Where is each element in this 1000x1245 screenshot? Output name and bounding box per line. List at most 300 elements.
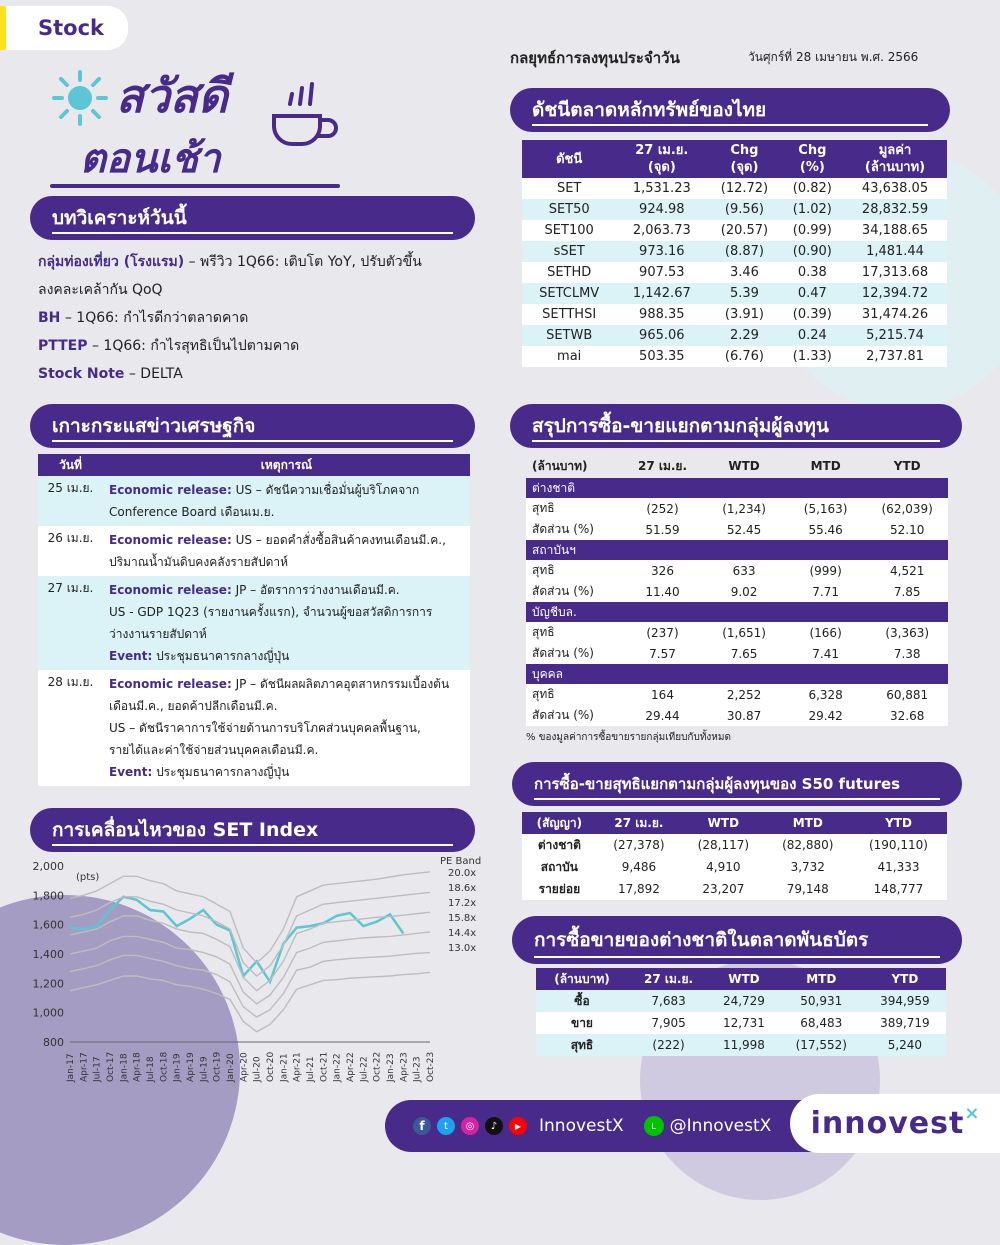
news-line xyxy=(109,761,464,783)
news-line-label: Economic release: xyxy=(109,677,232,691)
bond_section-row xyxy=(536,1012,946,1034)
bond_section-col-header: YTD xyxy=(864,968,946,990)
x-tick-label: Oct-22 xyxy=(372,1051,383,1082)
brand-logo-x-icon: × xyxy=(964,1103,980,1124)
flow-cell: (1,234) xyxy=(722,501,766,516)
s50_section-cell: รายย่อย xyxy=(538,881,581,896)
index-cell: (0.39) xyxy=(782,304,843,325)
index-row xyxy=(522,241,947,262)
coffee-cup-icon xyxy=(270,80,350,150)
index-cell: mai xyxy=(522,346,616,367)
index-row xyxy=(522,325,947,346)
news-line-text: US - GDP 1Q23 (รายงานครั้งแรก), จำนวนผู้ขอสวัสดิการการ xyxy=(109,605,433,619)
index-cell: 907.53 xyxy=(616,262,707,283)
flow-cell: (3,363) xyxy=(885,625,930,640)
line-icon[interactable]: L xyxy=(644,1116,664,1136)
index-cell: SET xyxy=(522,178,616,199)
x-tick-label: Oct-17 xyxy=(106,1051,116,1082)
news-event xyxy=(103,576,470,670)
flow-row xyxy=(526,705,948,726)
s50_section-col-header: WTD xyxy=(681,812,765,834)
index-cell: SET100 xyxy=(522,220,616,241)
y-tick-label: 1,200 xyxy=(32,977,64,991)
s50_section-cell: (82,880) xyxy=(782,838,834,852)
index-cell: 503.35 xyxy=(616,346,707,367)
x-tick-label: Jul-18 xyxy=(146,1056,156,1082)
x-tick-label: Apr-20 xyxy=(239,1052,250,1082)
news-event xyxy=(103,670,470,786)
y-tick-label: 1,800 xyxy=(32,889,64,903)
x-tick-label: Oct-19 xyxy=(212,1051,223,1082)
s50_section-row xyxy=(522,878,947,900)
index-cell: (20.57) xyxy=(707,220,781,241)
index-row xyxy=(522,304,947,325)
twitter-icon[interactable]: t xyxy=(437,1117,455,1135)
flow-group-header: ต่างชาติ xyxy=(526,478,948,498)
greeting-underline xyxy=(50,184,340,188)
stock-tag xyxy=(0,6,128,50)
s50_section-row xyxy=(522,834,947,856)
analysis-item: PTTEP – 1Q66: กำไรสุทธิเป็นไปตามคาด xyxy=(38,338,300,354)
index-row xyxy=(522,283,947,304)
news-line-text: US – ดัชนีความเชื่อมั่นผู้บริโภคจาก xyxy=(231,483,420,497)
index-cell: 34,188.65 xyxy=(843,220,947,241)
x-tick-label: Apr-17 xyxy=(79,1052,90,1082)
news-line xyxy=(109,479,464,501)
index-col-header: Chg (จุด) xyxy=(707,140,781,178)
flow-cell: สัดส่วน (%) xyxy=(532,522,594,536)
index-cell: 1,531.23 xyxy=(616,178,707,199)
flow-cell: สุทธิ xyxy=(532,563,555,577)
flow-cell: 51.59 xyxy=(645,522,680,537)
bond_section-cell: 5,240 xyxy=(887,1038,923,1052)
flow-cell: 29.42 xyxy=(808,708,843,723)
index-table-wrap xyxy=(522,140,947,367)
flow-col-header: YTD xyxy=(893,459,921,473)
index-cell: 924.98 xyxy=(616,199,707,220)
flow-cell: 633 xyxy=(732,563,756,578)
legend-label: 17.2x xyxy=(448,898,477,909)
y-tick-label: 2,000 xyxy=(32,860,64,873)
x-tick-label: Jan-20 xyxy=(226,1053,236,1082)
bond_section-cell: (222) xyxy=(652,1038,685,1052)
flow-cell: 11.40 xyxy=(645,584,680,599)
news-line-label: Economic release: xyxy=(109,533,232,547)
s50_section-cell: 17,892 xyxy=(617,882,660,896)
news-line-text: ประชุมธนาคารกลางญี่ปุ่น xyxy=(152,765,290,779)
flow-table xyxy=(526,454,948,745)
x-tick-label: Apr-19 xyxy=(186,1052,196,1082)
news-line-text: US – ยอดคำสั่งซื้อสินค้าคงทนเดือนมี.ค., xyxy=(231,533,446,547)
analysis-list xyxy=(38,248,488,388)
flow-cell: 55.46 xyxy=(808,522,843,537)
x-tick-label: Jul-23 xyxy=(412,1056,423,1082)
index-row xyxy=(522,346,947,367)
flow-cell: 4,521 xyxy=(890,563,925,578)
legend-label: 15.8x xyxy=(448,913,477,924)
analysis-item: ลงคละเคล้ากัน QoQ xyxy=(38,282,163,298)
x-tick-label: Jul-22 xyxy=(359,1056,370,1082)
x-tick-label: Jan-23 xyxy=(386,1053,396,1082)
index-cell: SETTHSI xyxy=(522,304,616,325)
index-row xyxy=(522,220,947,241)
flow-cell: (166) xyxy=(809,625,842,640)
legend-label: 14.4x xyxy=(448,928,477,939)
brand-logo-box xyxy=(790,1094,1000,1153)
bond_section-row xyxy=(536,1034,946,1056)
bond_section-cell: 389,719 xyxy=(880,1016,930,1030)
news-line xyxy=(109,645,464,667)
bond_section-cell: 11,998 xyxy=(722,1038,765,1052)
s50_section-row xyxy=(522,856,947,878)
x-tick-label: Jan-17 xyxy=(66,1053,76,1082)
news-line xyxy=(109,529,464,551)
news-line-text: Conference Board เดือนเม.ย. xyxy=(109,505,275,519)
instagram-icon[interactable]: ◎ xyxy=(461,1117,479,1135)
news-line-label: Economic release: xyxy=(109,583,232,597)
news-line xyxy=(109,717,464,739)
bond_section-col-header: MTD xyxy=(779,968,864,990)
s50_section-cell: 79,148 xyxy=(786,882,829,896)
news-header: เกาะกระแสข่าวเศรษฐกิจ xyxy=(30,404,475,448)
x-tick-label: Jan-18 xyxy=(119,1053,130,1082)
flow-cell: สุทธิ xyxy=(532,625,555,639)
flow-group-header: บุคคล xyxy=(526,664,948,684)
index-cell: 5.39 xyxy=(707,283,781,304)
greeting-line1: สวัสดี xyxy=(116,69,228,123)
y-tick-label: 1,600 xyxy=(32,918,64,932)
index-cell: 28,832.59 xyxy=(843,199,947,220)
stock-tag-label: Stock xyxy=(38,16,105,40)
index-cell: 0.24 xyxy=(782,325,843,346)
index-row xyxy=(522,262,947,283)
bond_section-cell: 7,905 xyxy=(651,1016,686,1030)
index-cell: 31,474.26 xyxy=(843,304,947,325)
s50_section-cell: (27,378) xyxy=(613,838,665,852)
analysis-item: กลุ่มท่องเที่ยว (โรงแรม) – พรีวิว 1Q66: เติบโต YoY, ปรับตัวขึ้น xyxy=(38,254,422,270)
bond-table xyxy=(536,968,946,1056)
s50_section-cell: 4,910 xyxy=(706,860,741,874)
news-line xyxy=(109,695,464,717)
index-row xyxy=(522,199,947,220)
y-tick-label: 1,400 xyxy=(32,948,64,961)
s50_section-col-header: MTD xyxy=(766,812,850,834)
flow-cell: 164 xyxy=(651,687,674,702)
news-line xyxy=(109,623,464,645)
flow-cell: สัดส่วน (%) xyxy=(532,708,594,722)
flow-cell: 52.45 xyxy=(726,522,762,537)
news-line-label: Event: xyxy=(109,765,153,779)
x-tick-label: Oct-21 xyxy=(319,1051,330,1082)
news-line xyxy=(109,739,464,761)
index-cell: (8.87) xyxy=(707,241,781,262)
s50_section-cell: (190,110) xyxy=(868,838,928,852)
flow-cell: สัดส่วน (%) xyxy=(532,584,594,598)
x-tick-label: Jul-21 xyxy=(306,1056,316,1082)
bond_section-col-header: (ล้านบาท) xyxy=(536,968,628,990)
x-tick-label: Jul-19 xyxy=(199,1056,210,1082)
index-cell: (9.56) xyxy=(707,199,781,220)
flow-row xyxy=(526,684,948,705)
x-tick-label: Oct-20 xyxy=(266,1051,276,1082)
x-tick-label: Apr-21 xyxy=(292,1052,303,1082)
index-cell: SET50 xyxy=(522,199,616,220)
greeting-line2: ตอนเช้า xyxy=(80,136,221,182)
bond_section-col-header: 27 เม.ย. xyxy=(628,968,709,990)
flow-footnote: % ของมูลค่าการซื้อขายรายกลุ่มเทียบกับทั้งหมด xyxy=(526,732,731,743)
flow-col-header: 27 เม.ย. xyxy=(637,458,688,473)
index-cell: 43,638.05 xyxy=(843,178,947,199)
index-cell: 965.06 xyxy=(616,325,707,346)
flow-cell: 7.85 xyxy=(893,584,921,599)
footer-bar xyxy=(385,1100,825,1152)
news-line-text: ว่างงานรายสัปดาห์ xyxy=(109,627,207,641)
index-cell: 0.47 xyxy=(782,283,843,304)
flow-row xyxy=(526,560,948,581)
s50_section-cell: 148,777 xyxy=(873,882,924,896)
news-table-wrap xyxy=(38,454,470,786)
date-text: วันศุกร์ที่ 28 เมษายน พ.ศ. 2566 xyxy=(748,50,919,64)
s50_section-cell: 3,732 xyxy=(790,860,825,874)
index-cell: sSET xyxy=(522,241,616,262)
index-header: ดัชนีตลาดหลักทรัพย์ของไทย xyxy=(510,88,950,132)
flow-cell: 7.38 xyxy=(893,646,921,661)
news-row xyxy=(38,476,470,526)
strategy-title: กลยุทธ์การลงทุนประจำวัน xyxy=(510,49,680,67)
s50-table-wrap xyxy=(522,812,947,900)
bond_section-cell: สุทธิ xyxy=(570,1037,594,1052)
index-col-header: 27 เม.ย. (จุด) xyxy=(616,140,707,178)
flow-cell: 2,252 xyxy=(726,687,762,702)
chart-header: การเคลื่อนไหวของ SET Index xyxy=(30,808,475,852)
index-cell: (0.99) xyxy=(782,220,843,241)
index-row xyxy=(522,178,947,199)
news-line xyxy=(109,579,464,601)
set-index-chart xyxy=(20,856,500,1088)
bond_section-cell: ซื้อ xyxy=(574,993,590,1008)
news-col-event: เหตุการณ์ xyxy=(103,454,470,476)
index-col-header: มูลค่า (ล้านบาท) xyxy=(843,140,947,178)
news-table xyxy=(38,454,470,786)
sun-icon xyxy=(50,68,110,128)
bond_section-cell: 24,729 xyxy=(722,994,765,1008)
flow-cell: สุทธิ xyxy=(532,501,555,515)
flow-cell: 60,881 xyxy=(886,687,929,702)
brand-logo: innovest xyxy=(810,1106,965,1141)
index-table xyxy=(522,140,947,367)
news-line-text: JP – ดัชนีผลผลิตภาคอุตสาหกรรมเบื้องต้น xyxy=(231,677,450,691)
bond_section-cell: ขาย xyxy=(570,1015,593,1030)
x-tick-label: Oct-23 xyxy=(426,1051,436,1082)
news-event xyxy=(103,526,470,576)
news-line-text: เดือนมี.ค., ยอดค้าปลีกเดือนมี.ค. xyxy=(109,699,278,713)
flow-cell: สุทธิ xyxy=(532,687,555,701)
news-date: 26 เม.ย. xyxy=(38,526,103,576)
news-event xyxy=(103,476,470,526)
s50-header: การซื้อ-ขายสุทธิแยกตามกลุ่มผู้ลงทุนของ S50 futures xyxy=(512,762,962,806)
analysis-item: Stock Note – DELTA xyxy=(38,366,183,382)
index-cell: SETHD xyxy=(522,262,616,283)
news-line-text: รายได้และค่าใช้จ่ายส่วนบุคคลเดือนมี.ค. xyxy=(109,743,319,757)
news-line xyxy=(109,501,464,523)
news-line-text: JP – อัตราการว่างงานเดือนมี.ค. xyxy=(231,583,400,597)
index-col-header: ดัชนี xyxy=(522,140,616,178)
flow-cell: (252) xyxy=(646,501,679,516)
bond_section-cell: 50,931 xyxy=(800,994,843,1008)
flow-cell: 32.68 xyxy=(890,708,925,723)
bond-header: การซื้อขายของต่างชาติในตลาดพันธบัตร xyxy=(512,916,962,964)
index-cell: 1,481.44 xyxy=(843,241,947,262)
y-tick-label: 800 xyxy=(43,1036,64,1049)
news-date: 25 เม.ย. xyxy=(38,476,103,526)
flow-cell: (5,163) xyxy=(803,501,848,516)
facebook-icon[interactable]: f xyxy=(413,1117,431,1135)
x-tick-label: Jan-22 xyxy=(332,1053,343,1082)
s50_section-cell: 23,207 xyxy=(702,882,745,896)
news-line xyxy=(109,551,464,573)
index-cell: (0.82) xyxy=(782,178,843,199)
s50_section-cell: ต่างชาติ xyxy=(537,837,581,852)
s50_section-cell: สถาบัน xyxy=(540,859,578,874)
analysis-header: บทวิเคราะห์วันนี้ xyxy=(30,196,475,240)
news-line-text: ปริมาณน้ำมันดิบคงคลังรายสัปดาห์ xyxy=(109,555,289,569)
s50_section-col-header: (สัญญา) xyxy=(522,812,597,834)
index-cell: 988.35 xyxy=(616,304,707,325)
flow-cell: 52.10 xyxy=(890,522,925,537)
news-row xyxy=(38,526,470,576)
s50_section-cell: 9,486 xyxy=(621,860,657,874)
index-cell: 5,215.74 xyxy=(843,325,947,346)
legend-label: 20.0x xyxy=(448,868,477,879)
bond_section-cell: 12,731 xyxy=(722,1016,765,1030)
flow-row xyxy=(526,498,948,519)
news-date: 28 เม.ย. xyxy=(38,670,103,786)
index-cell: 3.46 xyxy=(707,262,781,283)
bond_section-cell: 68,483 xyxy=(800,1016,843,1030)
news-line-text: US – ดัชนีราคาการใช้จ่ายด้านการบริโภคส่วนบุคคลพื้นฐาน, xyxy=(109,721,421,735)
index-cell: 0.38 xyxy=(782,262,843,283)
bond_section-col-header: WTD xyxy=(709,968,779,990)
flow-head-row xyxy=(526,454,948,478)
flow-row xyxy=(526,622,948,643)
legend-title: PE Band xyxy=(440,856,482,867)
index-cell: SETWB xyxy=(522,325,616,346)
news-date: 27 เม.ย. xyxy=(38,576,103,670)
news-col-date: วันที่ xyxy=(38,454,103,476)
flow-col-header: (ล้านบาท) xyxy=(532,458,588,473)
x-tick-label: Jan-21 xyxy=(279,1053,290,1082)
news-line-label: Economic release: xyxy=(109,483,232,497)
flow-group-header: สถาบันฯ xyxy=(526,540,948,560)
s50_section-cell: 41,333 xyxy=(877,860,920,874)
x-tick-label: Apr-22 xyxy=(346,1052,356,1082)
flow-row xyxy=(526,581,948,602)
flow-cell: 7.41 xyxy=(812,646,839,661)
flow-row xyxy=(526,519,948,540)
bond_section-row xyxy=(536,990,946,1012)
index-cell: (0.90) xyxy=(782,241,843,262)
index-cell: 2,737.81 xyxy=(843,346,947,367)
x-tick-label: Oct-18 xyxy=(159,1051,170,1082)
index-cell: 973.16 xyxy=(616,241,707,262)
index-cell: (12.72) xyxy=(707,178,781,199)
analysis-item: BH – 1Q66: กำไรดีกว่าตลาดคาด xyxy=(38,310,249,326)
flow-cell: 9.02 xyxy=(730,584,758,599)
flow-cell: 30.87 xyxy=(726,708,762,723)
index-cell: 2,063.73 xyxy=(616,220,707,241)
flow-cell: (62,039) xyxy=(881,501,933,516)
index-cell: 17,313.68 xyxy=(843,262,947,283)
s50_section-cell: (28,117) xyxy=(697,838,750,852)
index-cell: (1.02) xyxy=(782,199,843,220)
bond_section-cell: (17,552) xyxy=(795,1038,847,1052)
pe-band-line xyxy=(70,972,430,1031)
index-cell: (1.33) xyxy=(782,346,843,367)
bond_section-cell: 394,959 xyxy=(880,994,930,1008)
flow-cell: สัดส่วน (%) xyxy=(532,646,594,660)
flow-cell: 7.65 xyxy=(730,646,758,661)
x-tick-label: Jul-20 xyxy=(252,1056,263,1082)
flow-header: สรุปการซื้อ-ขายแยกตามกลุ่มผู้ลงทุน xyxy=(510,404,962,448)
flow-cell: (1,651) xyxy=(722,625,766,640)
bond_section-cell: 7,683 xyxy=(651,994,686,1008)
news-row xyxy=(38,670,470,786)
footer-handle-2[interactable]: @InnovestX xyxy=(669,1116,772,1136)
pe-band-line xyxy=(70,892,430,976)
youtube-icon[interactable]: ▶ xyxy=(509,1117,527,1135)
greeting xyxy=(50,60,350,190)
index-cell: 2.29 xyxy=(707,325,781,346)
flow-cell: 7.71 xyxy=(812,584,839,599)
flow-cell: (237) xyxy=(646,625,679,640)
bond-table-wrap xyxy=(536,968,946,1056)
flow-cell: 7.57 xyxy=(649,646,676,661)
tiktok-icon[interactable]: ♪ xyxy=(485,1117,503,1135)
index-cell: (3.91) xyxy=(707,304,781,325)
flow-cell: 29.44 xyxy=(645,708,680,723)
flow-col-header: WTD xyxy=(728,459,760,473)
s50_section-col-header: YTD xyxy=(850,812,947,834)
index-cell: (6.76) xyxy=(707,346,781,367)
x-tick-label: Apr-23 xyxy=(399,1052,410,1082)
flow-col-header: MTD xyxy=(810,459,841,473)
flow-row xyxy=(526,643,948,664)
flow-cell: (999) xyxy=(809,563,842,578)
news-line-text: ประชุมธนาคารกลางญี่ปุ่น xyxy=(152,649,290,663)
news-line xyxy=(109,673,464,695)
footer-handle-1[interactable]: InnovestX xyxy=(539,1116,624,1136)
news-row xyxy=(38,576,470,670)
flow-cell: 6,328 xyxy=(808,687,843,702)
x-tick-label: Apr-18 xyxy=(132,1052,143,1082)
s50-table xyxy=(522,812,947,900)
pe-band-line xyxy=(70,912,430,990)
x-tick-label: Jul-17 xyxy=(92,1056,103,1082)
news-line-label: Event: xyxy=(109,649,153,663)
s50_section-col-header: 27 เม.ย. xyxy=(597,812,681,834)
y-axis-label: (pts) xyxy=(76,872,100,883)
index-cell: 1,142.67 xyxy=(616,283,707,304)
y-tick-label: 1,000 xyxy=(32,1006,64,1020)
legend-label: 13.0x xyxy=(448,943,477,954)
news-line xyxy=(109,601,464,623)
flow-group-header: บัญชีบล. xyxy=(526,602,948,622)
legend-label: 18.6x xyxy=(448,883,477,894)
index-cell: SETCLMV xyxy=(522,283,616,304)
index-cell: 12,394.72 xyxy=(843,283,947,304)
x-tick-label: Jan-19 xyxy=(172,1053,183,1082)
index-col-header: Chg (%) xyxy=(782,140,843,178)
